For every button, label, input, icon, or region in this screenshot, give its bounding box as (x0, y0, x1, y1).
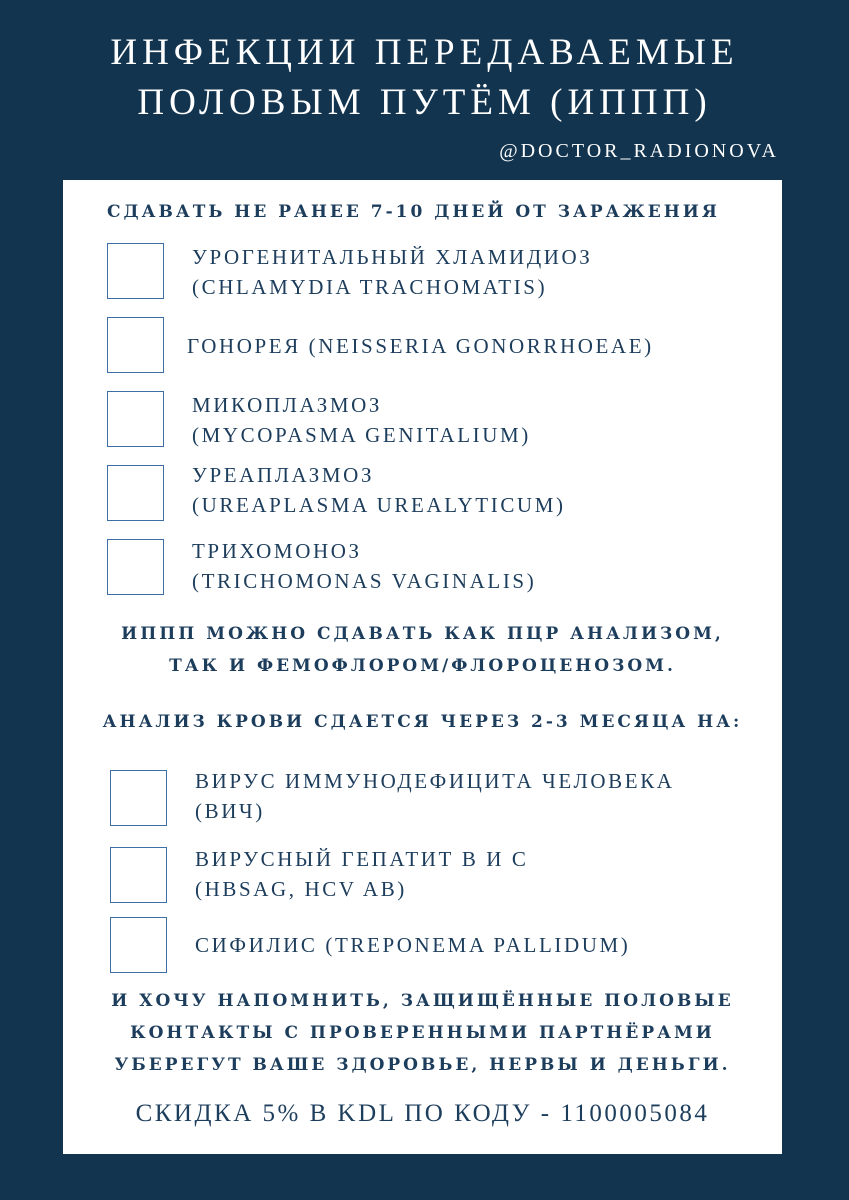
item-label: ВИРУСНЫЙ ГЕПАТИТ В И С (195, 847, 529, 871)
item-trichomonas (192, 536, 536, 596)
item-hepatitis (195, 844, 529, 904)
item-label: ВИРУС ИММУНОДЕФИЦИТА ЧЕЛОВЕКА (195, 769, 675, 793)
section-heading-timing: СДАВАТЬ НЕ РАНЕЕ 7-10 ДНЕЙ ОТ ЗАРАЖЕНИЯ (107, 202, 720, 222)
pcr-note-line-1: ИППП МОЖНО СДАВАТЬ КАК ПЦР АНАЛИЗОМ, (121, 624, 724, 644)
item-sublabel: (TRICHOMONAS VAGINALIS) (192, 569, 537, 593)
item-label: УРОГЕНИТАЛЬНЫЙ ХЛАМИДИОЗ (192, 245, 593, 269)
section-heading-blood-test: АНАЛИЗ КРОВИ СДАЕТСЯ ЧЕРЕЗ 2-3 МЕСЯЦА НА: (102, 712, 743, 732)
item-sublabel: (CHLAMYDIA TRACHOMATIS) (192, 275, 548, 299)
reminder-line-3: УБЕРЕГУТ ВАШЕ ЗДОРОВЬЕ, НЕРВЫ И ДЕНЬГИ. (114, 1055, 731, 1075)
item-label: СИФИЛИС (TREPONEMA PALLIDUM) (195, 933, 631, 957)
item-sublabel: (ВИЧ) (195, 799, 265, 823)
checkbox-syphilis[interactable] (110, 917, 167, 973)
reminder-line-2: КОНТАКТЫ С ПРОВЕРЕННЫМИ ПАРТНЁРАМИ (130, 1023, 715, 1043)
item-syphilis (195, 930, 630, 960)
title-line-2: ПОЛОВЫМ ПУТЁМ (ИППП) (137, 82, 712, 123)
author-handle: @DOCTOR_RADIONOVA (499, 140, 779, 162)
item-gonorrhea (187, 331, 654, 361)
page-title (0, 28, 849, 128)
checklist-card (63, 180, 782, 1154)
item-label: ГОНОРЕЯ (NEISSERIA GONORRHOEAE) (187, 334, 654, 358)
checkbox-gonorrhea[interactable] (107, 317, 164, 373)
item-label: МИКОПЛАЗМОЗ (192, 393, 383, 417)
reminder-note (63, 985, 782, 1081)
item-sublabel: (HBSAG, HCV AB) (195, 877, 407, 901)
item-label: УРЕАПЛАЗМОЗ (192, 463, 375, 487)
pcr-note (63, 618, 782, 682)
item-chlamydia (192, 242, 592, 302)
item-hiv (195, 766, 675, 826)
item-label: ТРИХОМОНОЗ (192, 539, 362, 563)
checkbox-chlamydia[interactable] (107, 243, 164, 299)
pcr-note-line-2: ТАК И ФЕМОФЛОРОМ/ФЛОРОЦЕНОЗОМ. (169, 656, 676, 676)
checkbox-ureaplasma[interactable] (107, 465, 164, 521)
checkbox-trichomonas[interactable] (107, 539, 164, 595)
checkbox-mycoplasma[interactable] (107, 391, 164, 447)
reminder-line-1: И ХОЧУ НАПОМНИТЬ, ЗАЩИЩЁННЫЕ ПОЛОВЫЕ (111, 991, 734, 1011)
item-ureaplasma (192, 460, 566, 520)
checkbox-hepatitis[interactable] (110, 847, 167, 903)
title-line-1: ИНФЕКЦИИ ПЕРЕДАВАЕМЫЕ (110, 32, 739, 73)
item-sublabel: (UREAPLASMA UREALYTICUM) (192, 493, 566, 517)
item-sublabel: (MYCOPASMA GENITALIUM) (192, 423, 531, 447)
item-mycoplasma (192, 390, 531, 450)
discount-code: СКИДКА 5% В KDL ПО КОДУ - 1100005084 (135, 1100, 710, 1127)
checkbox-hiv[interactable] (110, 770, 167, 826)
